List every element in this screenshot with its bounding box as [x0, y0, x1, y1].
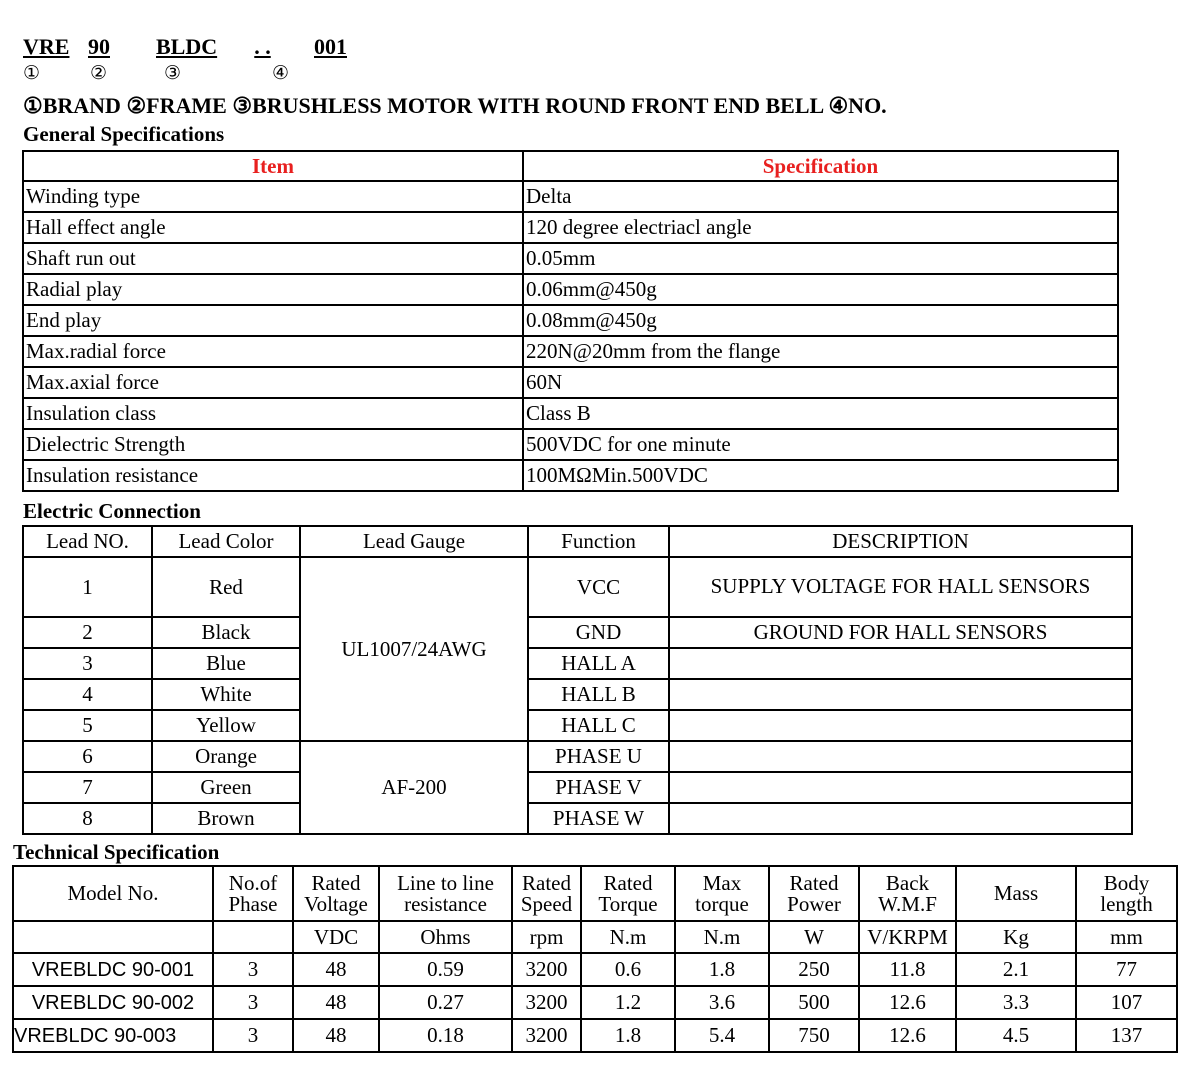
tech-value: 0.27	[379, 986, 512, 1019]
tech-header-cell: Model No.	[13, 866, 213, 921]
tech-value: 500	[769, 986, 859, 1019]
tech-value: 1.2	[581, 986, 675, 1019]
header-lead-color: Lead Color	[152, 526, 300, 557]
lead-function: VCC	[528, 557, 669, 617]
tech-value: 1.8	[581, 1019, 675, 1052]
general-spec-row	[23, 243, 1118, 274]
lead-function: PHASE U	[528, 741, 669, 772]
tech-value: 3	[213, 1019, 293, 1052]
code-type: BLDC	[156, 34, 218, 59]
tech-value: 11.8	[859, 953, 956, 986]
tech-value: 250	[769, 953, 859, 986]
general-spec-table	[22, 150, 1119, 492]
lead-no: 7	[23, 772, 152, 803]
lead-description	[669, 679, 1132, 710]
tech-header-cell: Back W.M.F	[859, 866, 956, 921]
spec-value: 220N@20mm from the flange	[523, 336, 1118, 367]
header-lead-no: Lead NO.	[23, 526, 152, 557]
lead-description	[669, 803, 1132, 834]
lead-color: Black	[152, 617, 300, 648]
lead-description	[669, 710, 1132, 741]
tech-value: 0.18	[379, 1019, 512, 1052]
lead-no: 6	[23, 741, 152, 772]
electric-title: Electric Connection	[23, 499, 201, 523]
lead-gauge-ul: UL1007/24AWG	[300, 557, 528, 741]
lead-no: 4	[23, 679, 152, 710]
tech-value: 12.6	[859, 1019, 956, 1052]
tech-value: 3.3	[956, 986, 1076, 1019]
lead-description	[669, 648, 1132, 679]
lead-no: 3	[23, 648, 152, 679]
general-spec-row	[23, 305, 1118, 336]
tech-value: 0.59	[379, 953, 512, 986]
general-spec-row	[23, 460, 1118, 491]
general-spec-row	[23, 212, 1118, 243]
spec-item: Max.axial force	[23, 367, 523, 398]
tech-value: 750	[769, 1019, 859, 1052]
general-spec-row	[23, 274, 1118, 305]
spec-value: 0.06mm@450g	[523, 274, 1118, 305]
lead-description: SUPPLY VOLTAGE FOR HALL SENSORS	[669, 557, 1132, 617]
lead-function: HALL A	[528, 648, 669, 679]
model-number: VREBLDC 90-002	[13, 986, 213, 1019]
lead-color: Red	[152, 557, 300, 617]
tech-value: 77	[1076, 953, 1177, 986]
lead-color: Blue	[152, 648, 300, 679]
tech-value: 5.4	[675, 1019, 769, 1052]
code-frame: 90	[88, 34, 110, 59]
lead-no: 8	[23, 803, 152, 834]
tech-value: 3200	[512, 1019, 581, 1052]
tech-value: 137	[1076, 1019, 1177, 1052]
lead-no: 2	[23, 617, 152, 648]
tech-header-cell: Rated Power	[769, 866, 859, 921]
tech-value: 3	[213, 986, 293, 1019]
model-number: VREBLDC 90-001	[13, 953, 213, 986]
lead-function: PHASE V	[528, 772, 669, 803]
electric-connection-table	[22, 525, 1133, 835]
header-lead-gauge: Lead Gauge	[300, 526, 528, 557]
spec-item: Max.radial force	[23, 336, 523, 367]
tech-unit-cell: rpm	[512, 921, 581, 953]
lead-color: Yellow	[152, 710, 300, 741]
lead-description	[669, 741, 1132, 772]
code-number: 001	[314, 34, 347, 59]
tech-header-cell: Rated Speed	[512, 866, 581, 921]
tech-unit-cell: N.m	[675, 921, 769, 953]
lead-description: GROUND FOR HALL SENSORS	[669, 617, 1132, 648]
tech-value: 4.5	[956, 1019, 1076, 1052]
spec-item: Dielectric Strength	[23, 429, 523, 460]
header-description: DESCRIPTION	[669, 526, 1132, 557]
tech-unit-cell: W	[769, 921, 859, 953]
spec-item: Hall effect angle	[23, 212, 523, 243]
tech-unit-cell: Ohms	[379, 921, 512, 953]
tech-unit-cell: VDC	[293, 921, 379, 953]
tech-value: 48	[293, 1019, 379, 1052]
general-spec-row	[23, 367, 1118, 398]
tech-header-cell: Line to line resistance	[379, 866, 512, 921]
marker-1: ①	[23, 62, 41, 84]
spec-item: End play	[23, 305, 523, 336]
tech-row	[13, 953, 1177, 986]
technical-spec-table	[12, 865, 1178, 1053]
col-spec-header: Specification	[523, 151, 1118, 181]
spec-value: 100MΩMin.500VDC	[523, 460, 1118, 491]
code-legend: ①BRAND ②FRAME ③BRUSHLESS MOTOR WITH ROUND FRONT END BELL ④NO.	[23, 93, 887, 118]
marker-4: ④	[272, 62, 290, 84]
tech-header-cell: Rated Voltage	[293, 866, 379, 921]
tech-value: 2.1	[956, 953, 1076, 986]
lead-description	[669, 772, 1132, 803]
technical-title: Technical Specification	[13, 840, 220, 864]
tech-header-cell: Body length	[1076, 866, 1177, 921]
spec-value: 0.08mm@450g	[523, 305, 1118, 336]
col-item-header: Item	[23, 151, 523, 181]
general-title: General Specifications	[23, 122, 225, 146]
tech-value: 12.6	[859, 986, 956, 1019]
tech-value: 48	[293, 953, 379, 986]
spec-value: 500VDC for one minute	[523, 429, 1118, 460]
tech-unit-cell: mm	[1076, 921, 1177, 953]
tech-row	[13, 986, 1177, 1019]
tech-unit-cell: Kg	[956, 921, 1076, 953]
spec-item: Insulation class	[23, 398, 523, 429]
lead-function: PHASE W	[528, 803, 669, 834]
tech-value: 3200	[512, 953, 581, 986]
tech-header-cell: No.of Phase	[213, 866, 293, 921]
tech-value: 3.6	[675, 986, 769, 1019]
tech-unit-cell: N.m	[581, 921, 675, 953]
model-number: VREBLDC 90-003	[13, 1019, 213, 1052]
lead-function: GND	[528, 617, 669, 648]
tech-value: 3200	[512, 986, 581, 1019]
spec-value: 0.05mm	[523, 243, 1118, 274]
tech-header-cell: Mass	[956, 866, 1076, 921]
lead-no: 5	[23, 710, 152, 741]
spec-item: Winding type	[23, 181, 523, 212]
tech-value: 3	[213, 953, 293, 986]
tech-unit-cell: V/KRPM	[859, 921, 956, 953]
marker-3: ③	[164, 62, 182, 84]
general-spec-row	[23, 398, 1118, 429]
spec-item: Radial play	[23, 274, 523, 305]
spec-item: Insulation resistance	[23, 460, 523, 491]
tech-header-cell: Max torque	[675, 866, 769, 921]
header-function: Function	[528, 526, 669, 557]
spec-value: 120 degree electriacl angle	[523, 212, 1118, 243]
general-spec-row	[23, 336, 1118, 367]
general-spec-row	[23, 181, 1118, 212]
lead-color: Brown	[152, 803, 300, 834]
tech-header-cell: Rated Torque	[581, 866, 675, 921]
lead-function: HALL C	[528, 710, 669, 741]
lead-no: 1	[23, 557, 152, 617]
spec-value: Delta	[523, 181, 1118, 212]
tech-value: 0.6	[581, 953, 675, 986]
tech-value: 48	[293, 986, 379, 1019]
spec-item: Shaft run out	[23, 243, 523, 274]
lead-color: Green	[152, 772, 300, 803]
tech-unit-cell	[213, 921, 293, 953]
lead-gauge-af: AF-200	[300, 741, 528, 834]
general-spec-row	[23, 429, 1118, 460]
code-brand: VRE	[23, 34, 70, 59]
lead-color: Orange	[152, 741, 300, 772]
lead-color: White	[152, 679, 300, 710]
tech-value: 107	[1076, 986, 1177, 1019]
tech-row	[13, 1019, 1177, 1052]
marker-2: ②	[90, 62, 108, 84]
tech-value: 1.8	[675, 953, 769, 986]
spec-value: Class B	[523, 398, 1118, 429]
lead-function: HALL B	[528, 679, 669, 710]
tech-unit-cell	[13, 921, 213, 953]
spec-value: 60N	[523, 367, 1118, 398]
code-sep: . .	[254, 34, 271, 59]
